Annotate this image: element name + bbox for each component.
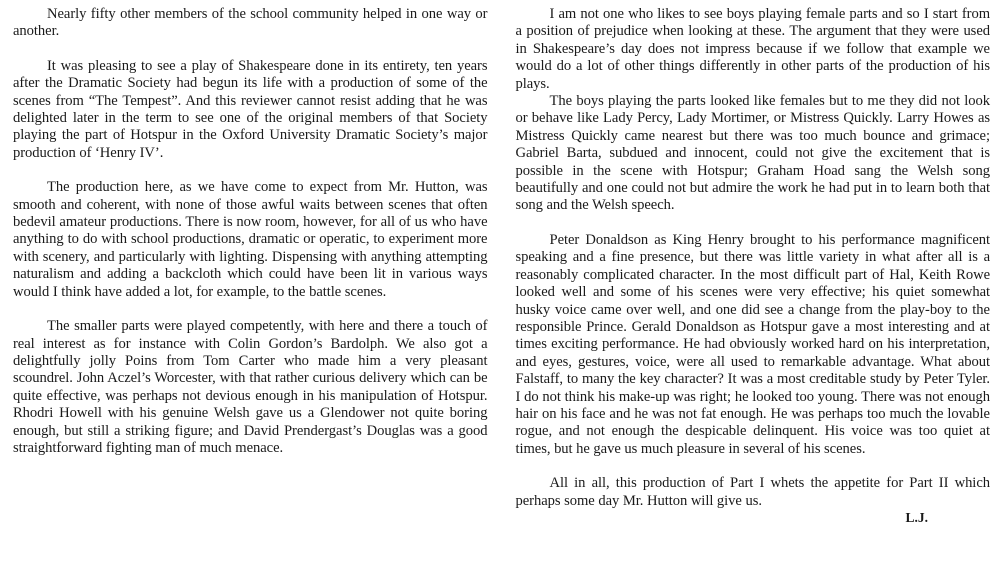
paragraph-conclusion: All in all, this production of Part I whets the appetite for Part II which perhaps some day Mr. Hutton will give us.	[515, 475, 990, 509]
paragraph-shakespeare-entirety: It was pleasing to see a play of Shakespeare done in its entirety, ten years after the Dramatic Society had begun its life with a production of some of the scenes from “The Tempest”. And this reviewer cannot resist adding that he was delighted later in the term to see one of the original members of that Society playing the part of Hotspur in the Oxford University Dramatic Society’s major production of ‘Henry IV’.	[13, 57, 488, 161]
paragraph-female-parts: I am not one who likes to see boys playing female parts and so I start from a position of prejudice when looking at these. The argument that they were used in Shakespeare’s day does not impress because if we follow that example we would do a lot of other things differently in other parts of the production of his plays.	[515, 6, 990, 92]
paragraph-helpers: Nearly fifty other members of the school community helped in one way or another.	[13, 6, 488, 40]
paragraph-principal-roles: Peter Donaldson as King Henry brought to his performance magnificent speaking and a fine presence, but there was little variety in what after all is a reasonably complicated character. In the most difficult part of Hal, Keith Rowe looked well and some of his scenes were very effective; his quiet somewhat husky voice came over well, and one did see a change from the play-boy to the responsible Prince. Gerald Donaldson as Hotspur gave a most interesting and at times exciting performance. He had obviously worked hard on his interpretation, and eyes, gestures, voice, were all used to remarkable advantage. What about Falstaff, to many the key character? It was a most creditable study by Peter Tyler. I do not think his make-up was right; he looked too young. There was not enough hair on his face and he was not fat enough. He was perhaps too much the lovable rogue, and not enough the despicable delinquent. His voice was too quiet at times, but he gave us much pleasure in several of his scenes.	[515, 231, 990, 457]
paragraph-boys-playing: The boys playing the parts looked like females but to me they did not look or behave like Lady Percy, Lady Mortimer, or Mistress Quickly. Larry Howes as Mistress Quickly came nearest but there was too much bounce and grimace; Gabriel Barta, subdued and innocent, could not give the excitement that is possible in the scene with Hotspur; Graham Hoad sang the Welsh song beautifully and one could not but admire the work he had put in to learn both that song and the Welsh speech.	[515, 93, 990, 214]
paragraph-smaller-parts: The smaller parts were played competently, with here and there a touch of real interest as for instance with Colin Gordon’s Bardolph. We also got a delightfully jolly Poins from Tom Carter who made him a very pleasant scoundrel. John Aczel’s Worcester, with that rather curious delivery which can be quite effective, was perhaps not devious enough in his manipulation of Hotspur. Rhodri Howell with his genuine Welsh gave us a Glendower not quite boring enough, but still a striking figure; and David Prendergast’s Douglas was a good straightforward fighting man of much menace.	[13, 318, 488, 456]
left-column	[13, 6, 488, 567]
paragraph-production-staging: The production here, as we have come to expect from Mr. Hutton, was smooth and coherent, with none of those awful waits between scenes that often bedevil amateur productions. There is now room, however, for all of us who have anything to do with school productions, dramatic or operatic, to experiment more with scenery, and particularly with lighting. Dispensing with anything attempting naturalism and adding a backcloth which could have been lit in various ways would I think have added a lot, for example, to the battle scenes.	[13, 179, 488, 300]
right-column	[516, 6, 991, 567]
author-signature: L.J.	[905, 509, 928, 525]
